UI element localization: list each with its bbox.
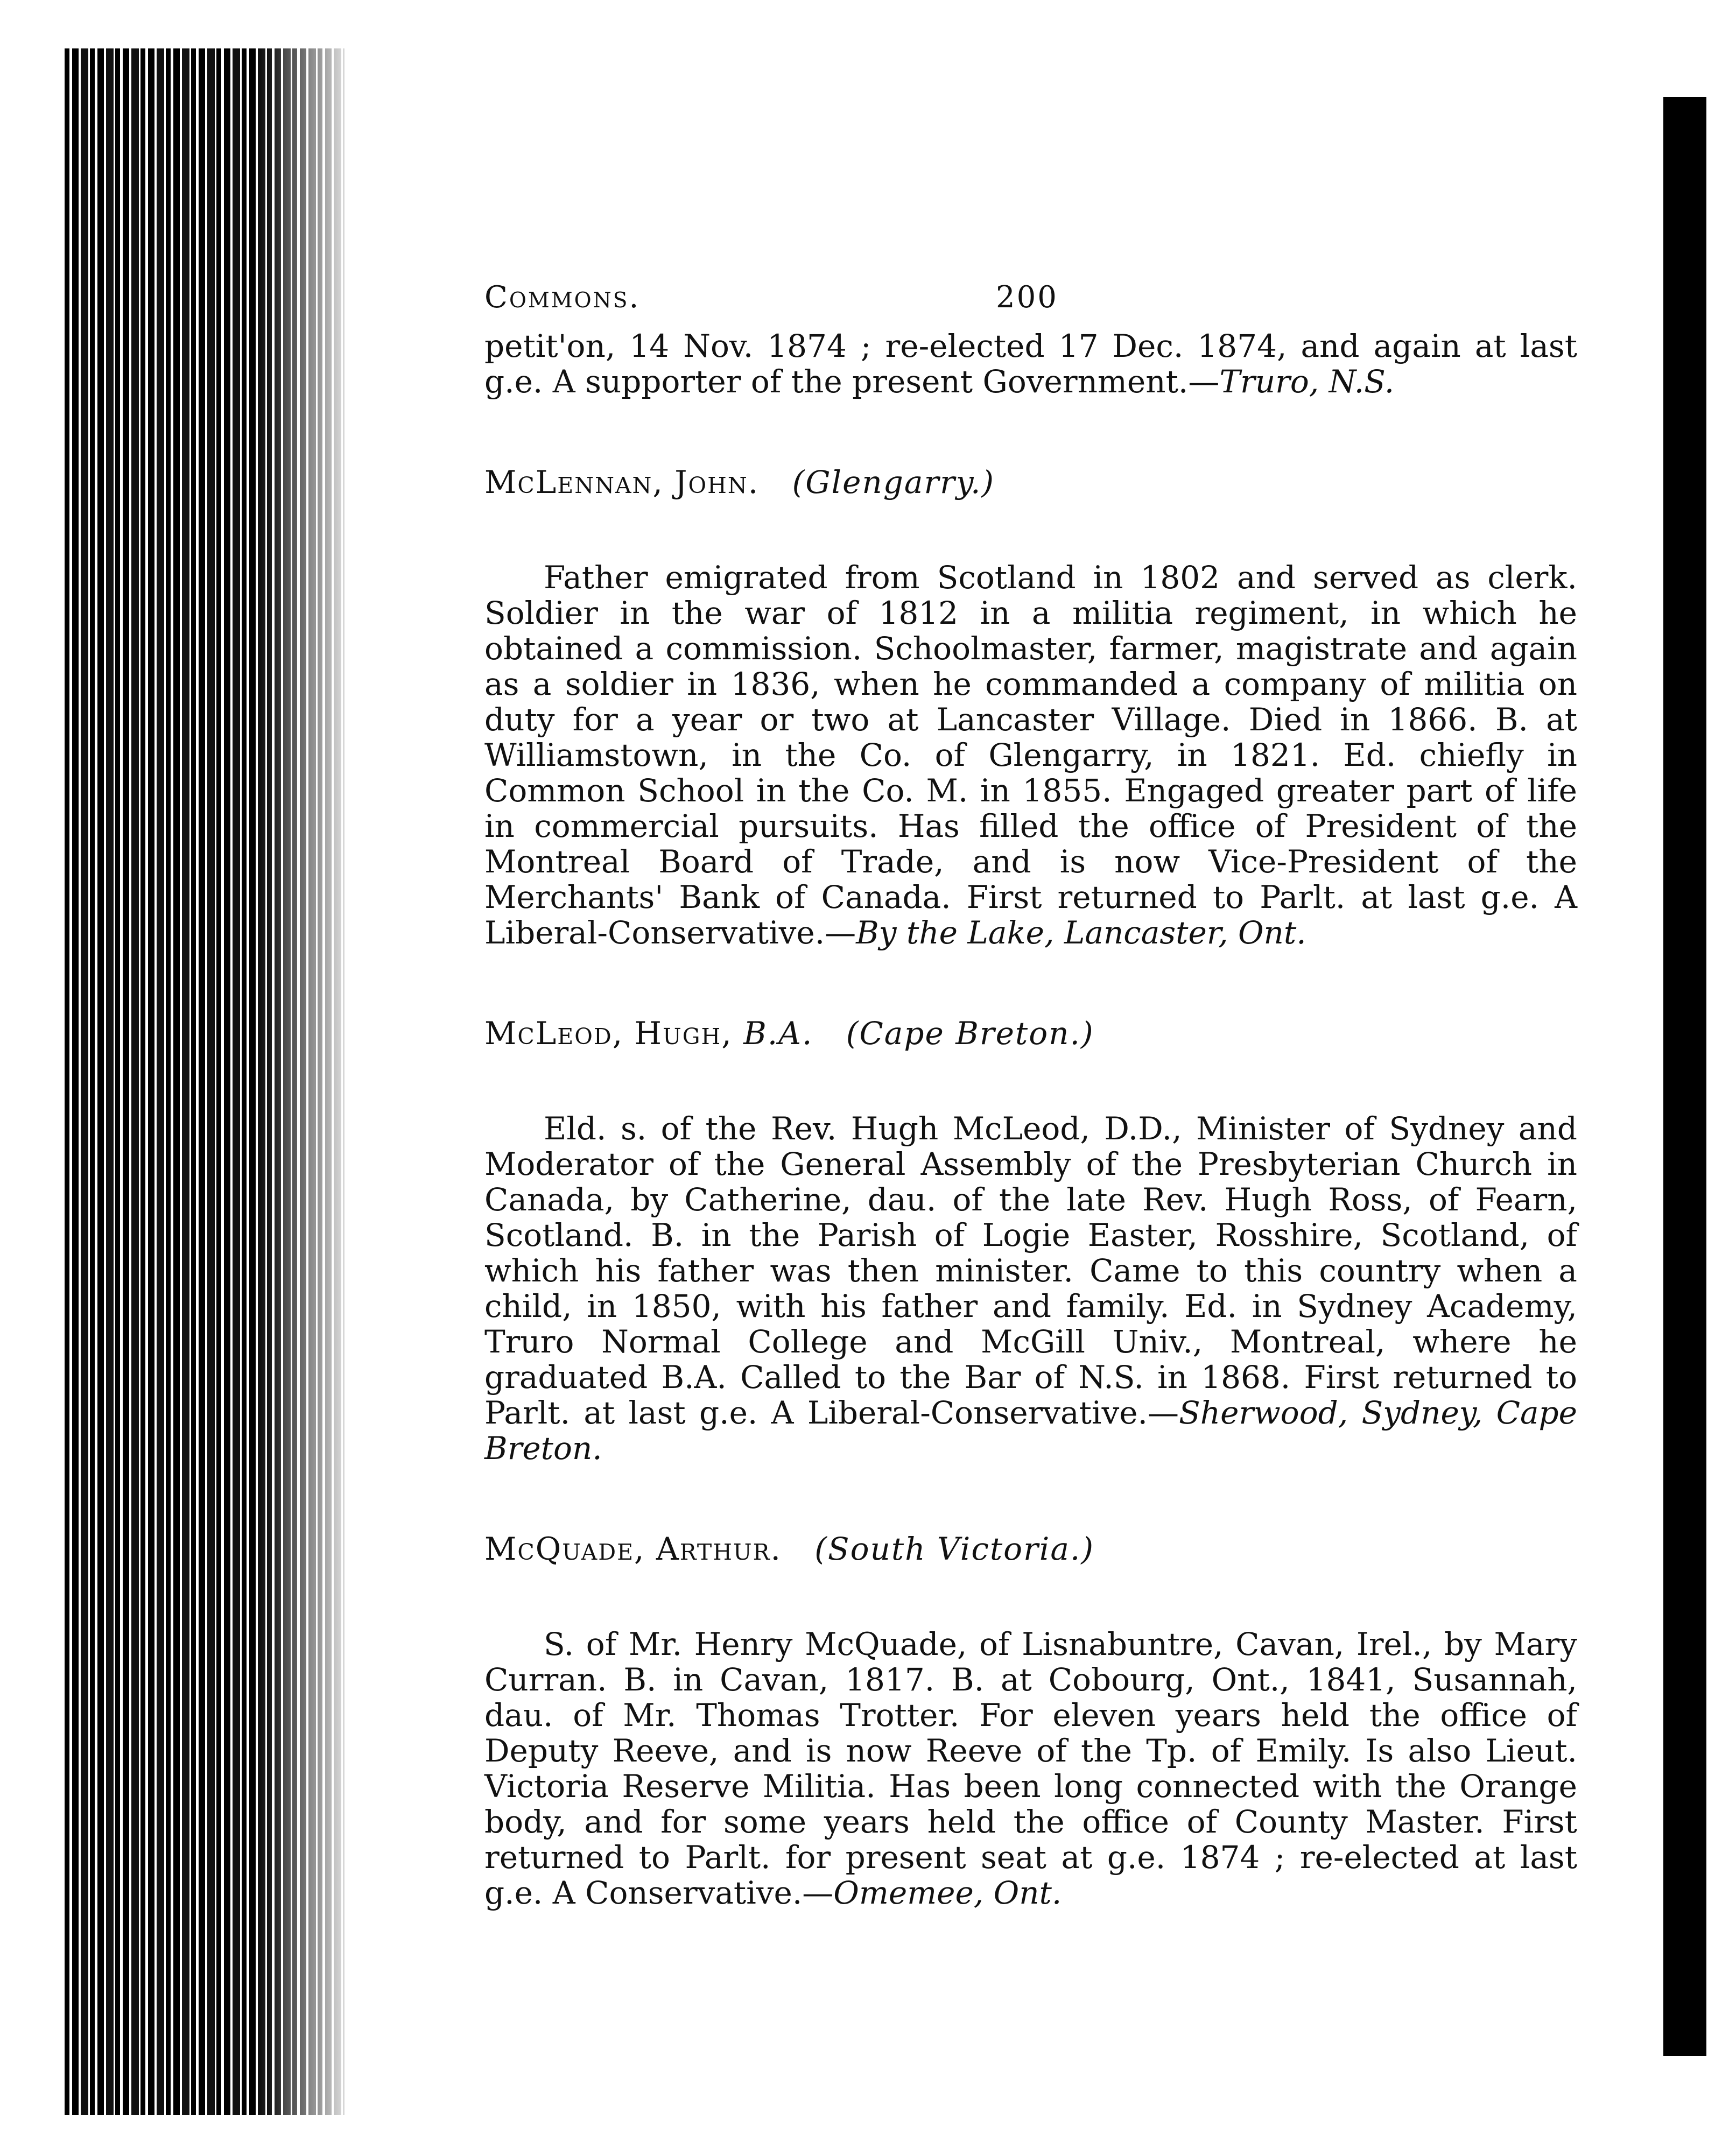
member-residence: By the Lake, Lancaster, Ont. [856,914,1306,951]
entry-heading [484,1531,1577,1567]
entry-heading [484,464,1577,501]
entry-bio [484,1626,1577,1911]
page-edge-shadow [1663,97,1706,2056]
bio-text: Father emigrated from Scotland in 1802 and served as clerk. Soldier in the war of 1812 in a militia regiment, in which he obtained a commission. Schoolmaster, farmer, magistrate and again as a soldier in 1836, when he commanded a company of militia on duty for a year or two at Lancaster Village. Died in 1866. B. at Williamstown, in the Co. of Glengarry, in 1821. Ed. chiefly in Common School in the Co. M. in 1855. Engaged greater part of life in commercial pursuits. Has filled the office of President of the Montreal Board of Trade, and is now Vice-President of the Merchants' Bank of Canada. First returned to Parlt. at last g.e. A Liberal-Conservative.— [484,559,1577,951]
member-riding: (Cape Breton.) [846,1015,1094,1052]
entry-heading [484,1015,1577,1052]
bio-text: Eld. s. of the Rev. Hugh McLeod, D.D., Minister of Sydney and Moderator of the General Assembly of the Presbyterian Church in Canada, by Catherine, dau. of the late Rev. Hugh Ross, of Fearn, Scotland. B. in the Parish of Logie Easter, Rosshire, Scotland, of which his father was then minister. Came to this country when a child, in 1850, with his father and family. Ed. in Sydney Academy, Truro Normal College and McGill Univ., Montreal, where he graduated B.A. Called to the Bar of N.S. in 1868. First returned to Parlt. at last g.e. A Liberal-Conservative.— [484,1110,1577,1431]
member-residence: Sherwood, Sydney, Cape Breton. [484,1394,1578,1467]
page [484,280,1577,1911]
member-riding: (Glengarry.) [792,464,995,501]
bio-text: S. of Mr. Henry McQuade, of Lisnabuntre, Cavan, Irel., by Mary Curran. B. in Cavan, 1817. B. at Cobourg, Ont., 1841, Susannah, dau. of Mr. Thomas Trotter. For eleven years held the office of Deputy Reeve, and is now Reeve of the Tp. of Emily. Is also Lieut. Victoria Reserve Militia. Has been long connected with the Orange body, and for some years held the office of County Master. First returned to Parlt. for present seat at g.e. 1874 ; re-elected at last g.e. A Conservative.— [484,1626,1577,1911]
running-head [484,280,1577,328]
continuation-residence: Truro, N.S. [1219,363,1395,400]
member-name: McLeod, Hugh, [484,1015,733,1052]
section-title: Commons. [484,280,641,315]
continuation-paragraph [484,328,1577,399]
member-riding: (South Victoria.) [814,1531,1094,1567]
member-name: McLennan, John. [484,464,760,501]
entry-bio [484,1111,1577,1466]
continuation-text: petit'on, 14 Nov. 1874 ; re-elected 17 Dec. 1874, and again at last g.e. A supporter of the present Government.— [484,328,1577,400]
book-spine-edge [65,48,345,2115]
entry-bio [484,560,1577,950]
page-number: 200 [996,280,1058,315]
member-name: McQuade, Arthur. [484,1531,782,1567]
member-residence: Omemee, Ont. [833,1875,1062,1911]
member-degree: B.A. [743,1015,813,1052]
